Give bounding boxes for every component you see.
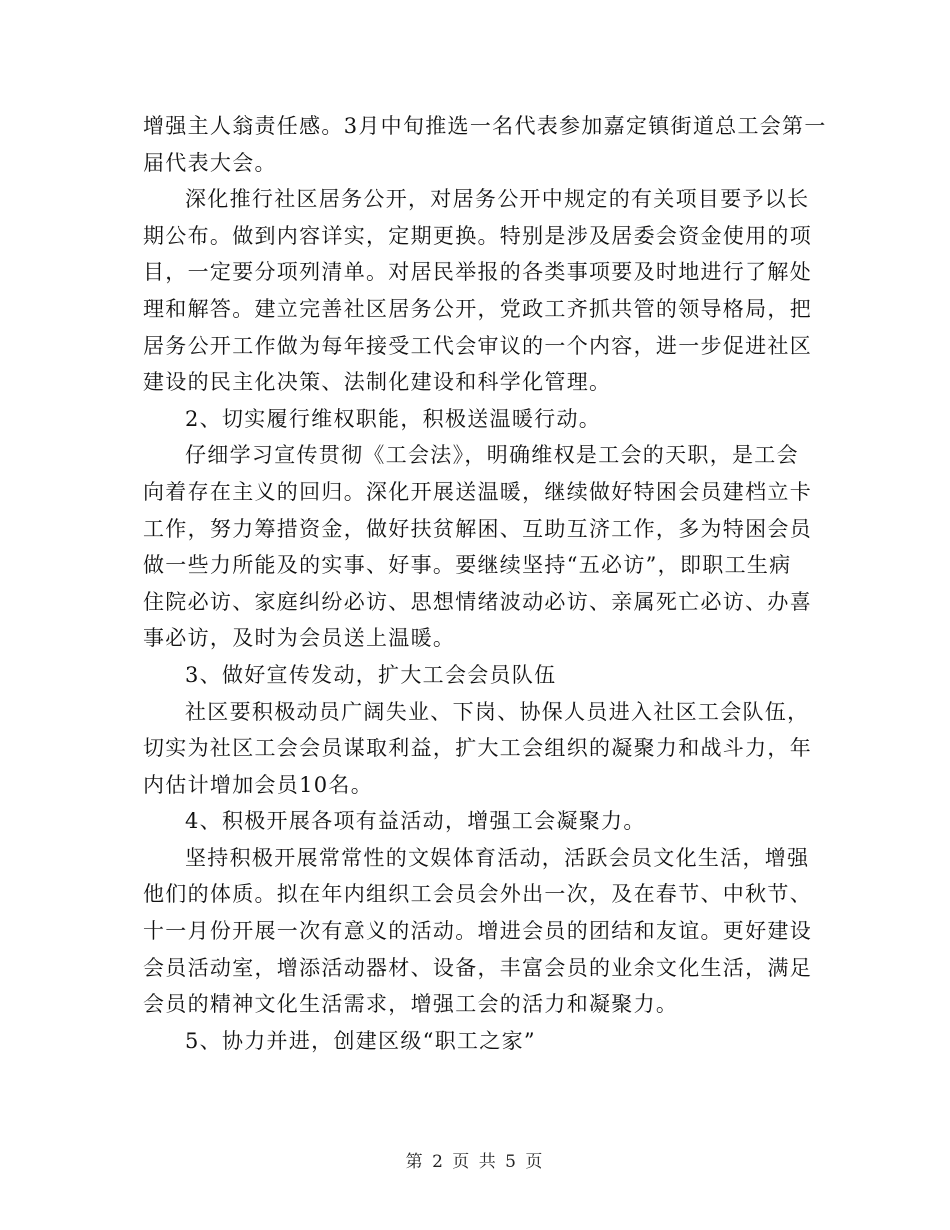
text-line: 期公布。做到内容详实，定期更换。特别是涉及居委会资金使用的项 — [143, 223, 812, 248]
text-line: 内估计增加会员10名。 — [143, 772, 374, 797]
text-line: 建设的民主化决策、法制化建设和科学化管理。 — [143, 370, 612, 395]
section-heading: 4、积极开展各项有益活动，增强工会凝聚力。 — [185, 809, 646, 834]
text-line: 社区要积极动员广阔失业、下岗、协保人员进入社区工会队伍， — [185, 699, 810, 724]
body-text — [143, 108, 827, 1059]
text-line: 十一月份开展一次有意义的活动。增进会员的团结和友谊。更好建设 — [143, 919, 812, 944]
text-line: 切实为社区工会会员谋取利益，扩大工会组织的凝聚力和战斗力，年 — [143, 736, 812, 761]
section-heading: 2、切实履行维权职能，积极送温暖行动。 — [185, 406, 602, 431]
text-line: 届代表大会。 — [143, 150, 277, 175]
section-heading: 3、做好宣传发动，扩大工会会员队伍 — [185, 662, 557, 687]
page-number-footer: 第 2 页 共 5 页 — [405, 1152, 545, 1172]
text-line: 居务公开工作做为每年接受工代会审议的一个内容，进一步促进社区 — [143, 333, 812, 358]
text-line: 做一些力所能及的实事、好事。要继续坚持“五必访”，即职工生病 — [143, 553, 792, 578]
text-line: 工作，努力筹措资金，做好扶贫解困、互助互济工作，多为特困会员 — [143, 516, 812, 541]
text-line: 他们的体质。拟在年内组织工会员会外出一次，及在春节、中秋节、 — [143, 882, 812, 907]
text-line: 向着存在主义的回归。深化开展送温暖，继续做好特困会员建档立卡 — [143, 479, 812, 504]
text-line: 目，一定要分项列清单。对居民举报的各类事项要及时地进行了解处 — [143, 260, 812, 285]
text-line: 事必访，及时为会员送上温暖。 — [143, 626, 456, 651]
text-line: 会员活动室，增添活动器材、设备，丰富会员的业余文化生活，满足 — [143, 955, 812, 980]
section-heading: 5、协力并进，创建区级“职工之家” — [185, 1028, 536, 1053]
text-line: 会员的精神文化生活需求，增强工会的活力和凝聚力。 — [143, 992, 679, 1017]
text-line: 深化推行社区居务公开，对居务公开中规定的有关项目要予以长 — [185, 187, 810, 212]
text-line: 仔细学习宣传贯彻《工会法》，明确维权是工会的天职，是工会 — [185, 443, 799, 468]
text-line: 住院必访、家庭纠纷必访、思想情绪波动必访、亲属死亡必访、办喜 — [143, 589, 812, 614]
text-line: 坚持积极开展常常性的文娱体育活动，活跃会员文化生活，增强 — [185, 845, 810, 870]
text-line: 增强主人翁责任感。3月中旬推选一名代表参加嘉定镇街道总工会第一 — [143, 114, 827, 138]
text-line: 理和解答。建立完善社区居务公开，党政工齐抓共管的领导格局，把 — [143, 296, 812, 321]
